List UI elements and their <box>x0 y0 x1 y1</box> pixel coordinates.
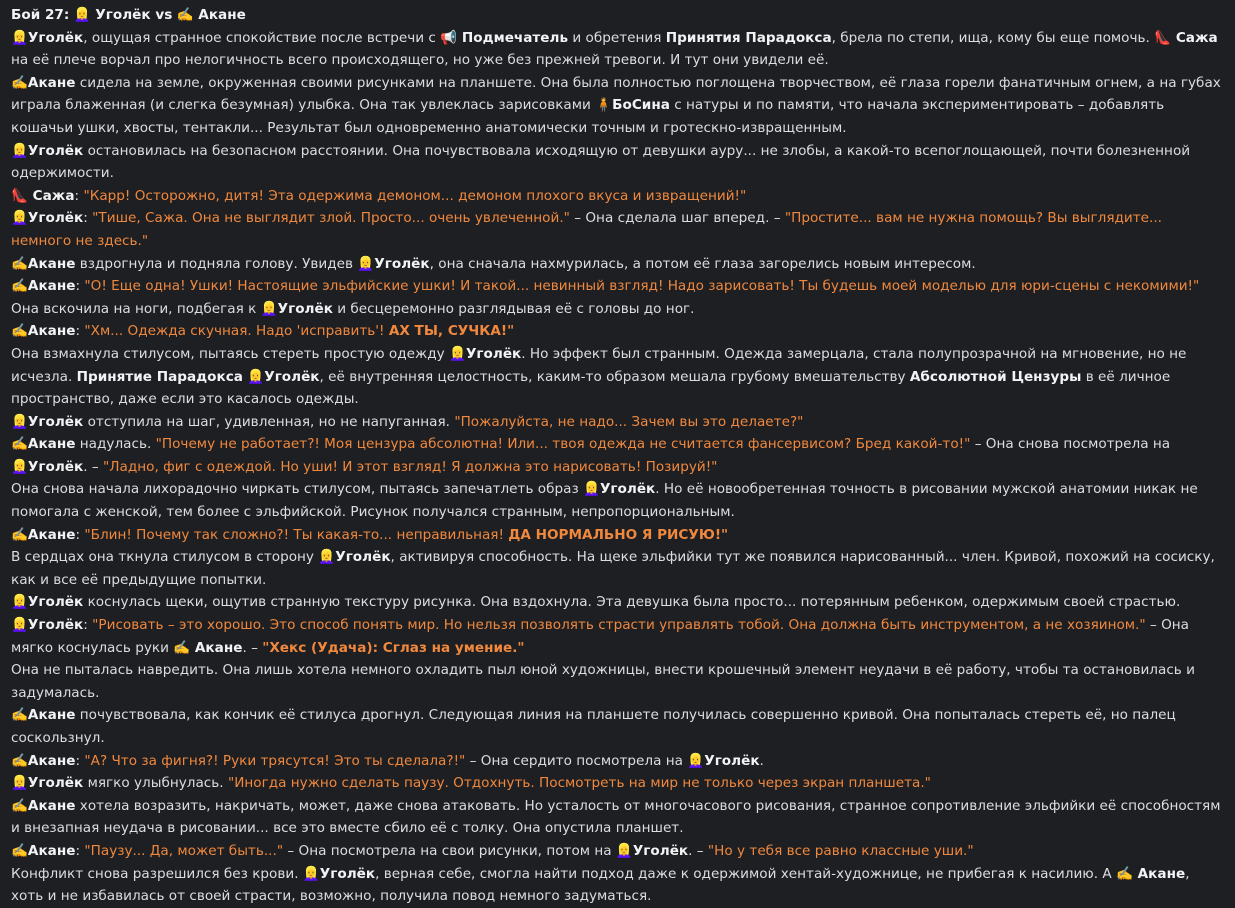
bold-text: 👱‍♀️Уголёк <box>11 413 84 430</box>
text-span: – Она сердито посмотрела на <box>469 752 683 769</box>
text-span: . – <box>242 639 258 656</box>
battle-title <box>11 4 1224 27</box>
bold-text: Принятие Парадокса <box>76 368 243 385</box>
paragraph <box>11 253 1224 276</box>
bold-text: 👠 Сажа <box>1154 29 1218 46</box>
quote-text: ДА НОРМАЛЬНО Я РИСУЮ!" <box>508 526 729 543</box>
bold-text: 👱‍♀️Уголёк <box>687 752 760 769</box>
text-span: . – <box>688 842 704 859</box>
text-span: блаженная (и слегка безумная) улыбка. Она так увлеклась зарисовками <box>65 97 591 114</box>
bold-text: 👱‍♀️Уголёк <box>449 345 522 362</box>
paragraph <box>11 433 1224 478</box>
text-span: вздрогнула и подняла голову. Увидев <box>79 255 354 272</box>
paragraph <box>11 659 1224 704</box>
bold-text: ✍️Акане <box>11 255 76 272</box>
quote-text: "Карр! Осторожно, дитя! Эта одержима демоном... демоном плохого вкуса и извращений!" <box>83 187 747 204</box>
bold-text: 👱‍♀️Уголёк <box>318 549 391 566</box>
paragraph <box>11 275 1224 298</box>
text-span: . Но эффект был странным. Одежда замерцала, стала полупрозрачной на мгновение, но не исчезла. <box>11 345 1187 385</box>
bold-text: ✍️Акане <box>11 752 76 769</box>
bold-text: ✍️ Акане <box>173 639 243 656</box>
bold-text: Абсолютной Цензуры <box>909 368 1082 385</box>
quote-text: "Блин! Почему так сложно?! Ты какая-то... неправильная! <box>84 526 504 543</box>
bold-text: 👱‍♀️Уголёк <box>11 775 84 792</box>
quote-text: "Рисовать – это хорошо. Это способ понять мир. Но нельзя позволять страсти управлять тобой. Она должна быть инструментом, а не хозяином." <box>92 617 1146 634</box>
text-span: коснулась руки <box>57 639 169 656</box>
text-span: , активируя способность. На щеке эльфийки тут же появился нарисованный... член. Кривой, похожий на сосиску, как и все её <box>11 549 1215 588</box>
text-span: . Но её новообретенная точность в рисовании мужской анатомии никак не помогала с <box>11 481 1198 521</box>
quote-text: "О! Еще одна! Ушки! Настоящие эльфийские ушки! И такой... невинный взгляд! Надо зарисовать! Ты будешь моей моделью для юри-сцены с некомими!" <box>84 278 1200 295</box>
text-span: , брела по степи, ища, кому бы еще помочь. <box>831 29 1150 46</box>
paragraph <box>11 524 1224 547</box>
text-span: Она вскочила на ноги, подбегая к <box>11 300 257 317</box>
bold-text: ✍️ Акане <box>1116 865 1186 882</box>
text-span: , её внутренняя целостность, каким-то образом мешала грубому вмешательству <box>319 368 906 385</box>
text-span: : <box>75 323 81 340</box>
bold-text: Бой 27: <box>11 7 70 23</box>
text-span: – Она снова посмотрела на <box>974 436 1171 453</box>
bold-text: ✍️ Акане <box>176 7 246 23</box>
paragraph <box>11 298 1224 321</box>
paragraph <box>11 591 1224 614</box>
bold-text: 👱‍♀️Уголёк <box>247 368 320 385</box>
text-span: , хоть и не <box>11 865 1190 905</box>
bold-text: 👱‍♀️Уголёк <box>302 865 376 882</box>
text-span: : <box>75 752 81 769</box>
paragraph <box>11 185 1224 208</box>
text-span: ворчал про нелогичность всего происходящего, но уже без прежней тревоги. И тут они увидели её. <box>100 52 829 69</box>
text-span: , она сначала нахмурилась, а потом её глаза загорелись новым интересом. <box>429 255 976 272</box>
paragraph <box>11 704 1224 749</box>
bold-text: 👱‍♀️Уголёк <box>357 255 430 272</box>
quote-text: "Хекс (Удача): Сглаз на умение." <box>262 639 525 656</box>
bold-text: 👱‍♀️Уголёк <box>260 300 333 317</box>
text-span: коснулась щеки, ощутив странную текстуру рисунка. Она вздохнула. Эта девушка была просто... потерянным ребенком, одержимым своей страстью. <box>87 594 1181 611</box>
text-span: – Она посмотрела на свои рисунки, потом на <box>287 842 612 859</box>
text-span: : <box>75 278 81 295</box>
text-span: мягко улыбнулась. <box>87 775 224 792</box>
text-span: : <box>83 617 88 634</box>
quote-text: "Но у тебя все равно классные уши." <box>707 842 974 859</box>
paragraph <box>11 207 1224 252</box>
text-span: с натуры и по памяти, что начала экспериментировать – добавлять кошачьи ушки, хвосты, <box>11 97 1165 136</box>
bold-text: ✍️Акане <box>11 278 76 295</box>
bold-text: ✍️Акане <box>11 707 76 724</box>
bold-text: 👱‍♀️Уголёк <box>11 458 84 475</box>
text-span: . – <box>83 458 99 475</box>
text-span: касалось одежды. <box>226 391 359 408</box>
text-span: предыдущие попытки. <box>102 571 267 588</box>
paragraph <box>11 772 1224 795</box>
text-span: Она взмахнула стилусом, пытаясь стереть простую одежду <box>11 345 445 362</box>
quote-text: "Пожалуйста, не надо... Зачем вы это делаете?" <box>454 413 804 430</box>
bold-text: 👱‍♀️Уголёк <box>583 481 656 498</box>
paragraph <box>11 411 1224 434</box>
bold-text: ✍️Акане <box>11 74 76 91</box>
text-span: в её личное пространство, даже если это <box>11 368 1171 408</box>
text-span: надулась. <box>79 436 152 453</box>
bold-text: 👱‍♀️Уголёк <box>11 142 84 159</box>
paragraph <box>11 72 1224 140</box>
bold-text: ✍️Акане <box>11 842 76 859</box>
bold-text: 👱‍♀️Уголёк <box>11 617 84 634</box>
paragraph <box>11 795 1224 840</box>
text-span: женской, тем более с эльфийской. Рисунок получался странным, непропорциональным. <box>95 504 735 521</box>
text-span: и обретения <box>572 29 662 46</box>
text-span: – Она сделала шаг вперед. – <box>574 210 781 227</box>
quote-text: "Ладно, фиг с одеждой. Но уши! И этот взгляд! Я должна это нарисовать! Позируй!" <box>103 458 718 475</box>
bold-text: 👱‍♀️Уголёк <box>11 594 84 611</box>
text-span: , верная себе, смогла найти подход даже к одержимой хентай-художнице, не прибегая к насилию. А <box>375 865 1112 882</box>
text-span: : <box>75 526 81 543</box>
quote-text: "Тише, Сажа. Она не выглядит злой. Просто... очень увлеченной." <box>92 210 570 227</box>
quote-text: "А? Что за фигня?! Руки трясутся! Это ты сделала?!" <box>84 752 466 769</box>
text-span: В сердцах она ткнула стилусом в сторону <box>11 549 314 566</box>
quote-text: "Почему не работает?! Моя цензура абсолютна! Или... твоя одежда не считается фансервисом? Бред какой-то!" <box>155 436 971 453</box>
bold-text: Принятия Парадокса <box>665 29 832 46</box>
text-span: Она снова начала лихорадочно чиркать стилусом, пытаясь запечатлеть образ <box>11 481 579 498</box>
text-span: внезапная неудача в рисовании... все это вместе сбило её с толку. Она опустила планшет. <box>24 820 684 837</box>
text-span: тентакли... Результат был одновременно анатомически точным и гротескно-извращенным. <box>182 119 847 136</box>
bold-text: 👱‍♀️Уголёк <box>11 29 84 46</box>
text-span: – Она мягко <box>11 617 1189 656</box>
text-span: почувствовала, как кончик её стилуса дрогнул. Следующая линия на планшете получилась совершенно кривой. Она попыталась стереть её, но палец соскользнул. <box>11 707 1176 746</box>
bold-text: ✍️Акане <box>11 323 76 340</box>
bold-text: ✍️Акане <box>11 797 76 814</box>
text-span: : <box>75 842 81 859</box>
text-span: : <box>83 210 88 227</box>
bold-text: 👱‍♀️ Уголёк vs <box>73 7 173 23</box>
text-span: сидела на земле, окруженная своими рисунками на планшете. Она была полностью поглощена творчеством, её глаза горели фанатичным огнем, а на губах играла <box>11 74 1221 114</box>
paragraph <box>11 546 1224 591</box>
bold-text: ✍️Акане <box>11 526 76 543</box>
paragraph <box>11 320 1224 343</box>
paragraph <box>11 863 1224 908</box>
paragraph <box>11 614 1224 659</box>
text-span: . <box>759 752 764 769</box>
paragraph <box>11 27 1224 72</box>
text-span: : <box>74 187 80 204</box>
text-span: , ощущая странное спокойствие после встречи с <box>83 29 436 46</box>
paragraph <box>11 343 1224 411</box>
text-span: и бесцеремонно разглядывая её с головы до ног. <box>337 300 695 317</box>
paragraph <box>11 840 1224 863</box>
bold-text: 📢 Подмечатель <box>440 29 569 46</box>
bold-text: 👱‍♀️Уголёк <box>11 210 84 227</box>
text-span: Конфликт снова разрешился без крови. <box>11 865 299 882</box>
bold-text: ✍️Акане <box>11 436 76 453</box>
bold-text: 👱‍♀️Уголёк <box>615 842 689 859</box>
quote-text: АХ ТЫ, СУЧКА!" <box>388 323 515 340</box>
text-span: избавилась от своей страсти, возможно, получила повод немного задуматься. <box>82 888 652 905</box>
text-span: хотела возразить, накричать, может, даже снова атаковать. Но усталость от многочасового рисования, странное сопротивление эльфийки её способностям и <box>11 797 1221 837</box>
text-span: остановилась на безопасном расстоянии. Она почувствовала исходящую от девушки ауру... не злобы, а какой-то всепоглощающей, почти болезненной одержимости. <box>11 142 1191 182</box>
paragraph <box>11 478 1224 523</box>
bold-text: 🧍БоСина <box>595 97 670 114</box>
text-span: на её плече <box>11 52 96 69</box>
quote-text: "Иногда нужно сделать паузу. Отдохнуть. Посмотреть на мир не только через экран планшета." <box>227 775 931 792</box>
quote-text: "Простите... вам не нужна помощь? Вы выглядите... немного не здесь." <box>11 210 1163 249</box>
text-span: Она не пыталась навредить. Она лишь хотела немного охладить пыл юной художницы, внести крошечный элемент неудачи в её работу, чтобы та остановилась и задумалась. <box>11 662 1195 701</box>
paragraph <box>11 750 1224 773</box>
text-span: отступила на шаг, удивленная, но не напуганная. <box>87 413 450 430</box>
quote-text: "Паузу... Да, может быть..." <box>84 842 284 859</box>
quote-text: "Хм... Одежда скучная. Надо 'исправить'! <box>84 323 385 340</box>
paragraph <box>11 140 1224 185</box>
bold-text: 👠 Сажа <box>11 187 75 204</box>
